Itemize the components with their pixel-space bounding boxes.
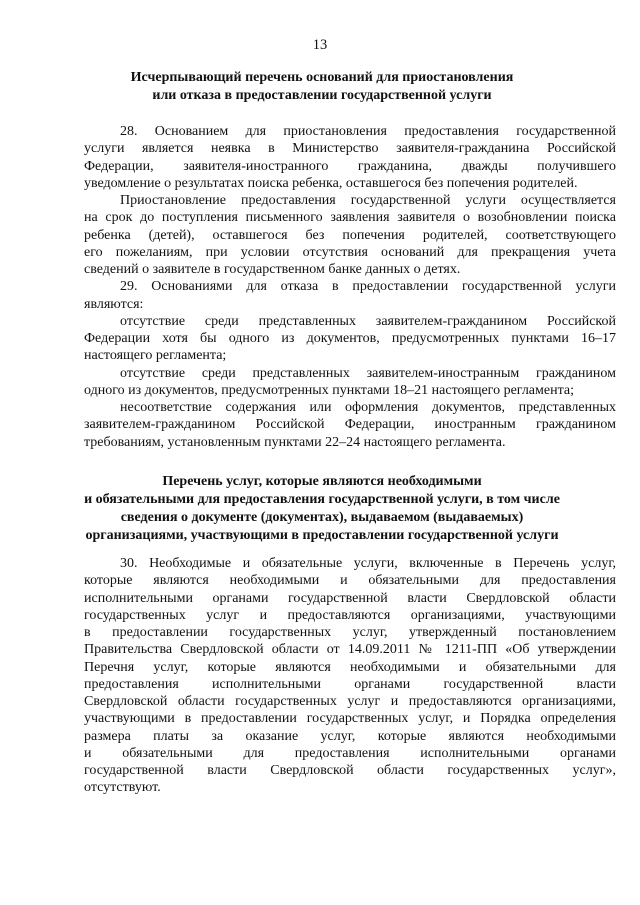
refusal-ground-line: одного из документов, предусмотренных пунктами 18–21 настоящего регламента; bbox=[84, 382, 574, 398]
paragraph-30-line: в предоставлении государственных услуг, утвержденный постановлением bbox=[84, 625, 616, 640]
heading-line: и обязательными для предоставления государственной услуги, в том числе bbox=[84, 492, 560, 507]
page-number: 13 bbox=[312, 37, 328, 53]
paragraph-29-line: 29. Основаниями для отказа в предоставлении государственной услуги bbox=[120, 279, 616, 295]
paragraph-30-line: Свердловской области государственных услуг и предоставляются организациями, bbox=[84, 694, 616, 709]
paragraph-30-line: государственной власти Свердловской области государственных услуг», bbox=[84, 763, 616, 778]
paragraph-30-line: предоставления исполнительными органами государственной власти bbox=[84, 676, 616, 692]
suspension-term-line: ребенка (детей), оставшегося без попечения родителей, соответствующего bbox=[84, 227, 616, 243]
suspension-term-line: Приостановление предоставления государственной услуги осуществляется bbox=[120, 193, 616, 208]
paragraph-30-line: исполнительными органами государственной власти Свердловской области bbox=[84, 590, 616, 606]
paragraph-30-line: и обязательными для предоставления исполнительными органами bbox=[84, 745, 616, 761]
paragraph-28-line: услуги является неявка в Министерство заявителя-гражданина Российской bbox=[84, 141, 616, 157]
suspension-term-line: сведений о заявителе в государственном банке данных о детях. bbox=[84, 262, 461, 277]
heading-line: сведения о документе (документах), выдаваемом (выдаваемых) bbox=[120, 510, 524, 525]
paragraph-30-line: 30. Необходимые и обязательные услуги, включенные в Перечень услуг, bbox=[120, 556, 616, 571]
paragraph-28-line: Федерации, заявителя-иностранного гражданина, дважды получившего bbox=[84, 158, 616, 174]
refusal-ground-line: настоящего регламента; bbox=[84, 348, 227, 364]
section-heading-suspension-grounds bbox=[84, 69, 560, 105]
suspension-term-line: на срок до поступления письменного заявления заявителя о возобновлении поиска bbox=[84, 210, 616, 226]
paragraph-30-line: которые являются необходимыми и обязательными для предоставления bbox=[84, 573, 616, 589]
heading-line: организациями, участвующими в предоставлении государственной услуги bbox=[85, 528, 559, 543]
paragraph-30-line: отсутствуют. bbox=[84, 780, 161, 796]
heading-line: Перечень услуг, которые являются необходимыми bbox=[162, 474, 482, 489]
paragraph-30-line: Перечня услуг, которые являются необходимыми и обязательными для bbox=[84, 659, 616, 675]
suspension-term-line: его пожеланиям, при условии отсутствия оснований для прекращения учета bbox=[84, 244, 616, 260]
heading-line: или отказа в предоставлении государственной услуги bbox=[152, 88, 492, 103]
section-body-required-services bbox=[84, 555, 616, 797]
refusal-ground-line: заявителем-гражданином Российской Федерации, иностранным гражданином bbox=[84, 417, 616, 433]
paragraph-30-line: государственных услуг и предоставляются организациями, участвующими bbox=[84, 607, 616, 623]
refusal-ground-line: отсутствие среди представленных заявителем-гражданином Российской bbox=[120, 313, 616, 329]
refusal-ground-line: Федерации хотя бы одного из документов, предусмотренных пунктами 16–17 bbox=[84, 331, 616, 346]
refusal-ground-line: отсутствие среди представленных заявителем-иностранным гражданином bbox=[120, 365, 616, 381]
heading-line: Исчерпывающий перечень оснований для приостановления bbox=[130, 70, 514, 85]
paragraph-30-line: Правительства Свердловской области от 14.09.2011 № 1211-ПП «Об утверждении bbox=[84, 642, 616, 658]
paragraph-29-line: являются: bbox=[84, 296, 144, 312]
paragraph-30-line: размера платы за оказание услуг, которые являются необходимыми bbox=[84, 728, 616, 744]
paragraph-28-line: уведомление о результатах поиска ребенка, оставшегося без попечения родителей. bbox=[84, 175, 578, 191]
refusal-ground-line: требованиям, установленным пунктами 22–24 настоящего регламента. bbox=[84, 434, 506, 450]
refusal-ground-line: несоответствие содержания или оформления документов, представленных bbox=[120, 400, 616, 415]
section-heading-required-services bbox=[70, 473, 574, 545]
paragraph-30-line: участвующими в предоставлении государственных услуг, и Порядка определения bbox=[84, 711, 616, 727]
section-body-suspension-grounds bbox=[84, 123, 616, 451]
paragraph-28-line: 28. Основанием для приостановления предоставления государственной bbox=[120, 124, 616, 139]
